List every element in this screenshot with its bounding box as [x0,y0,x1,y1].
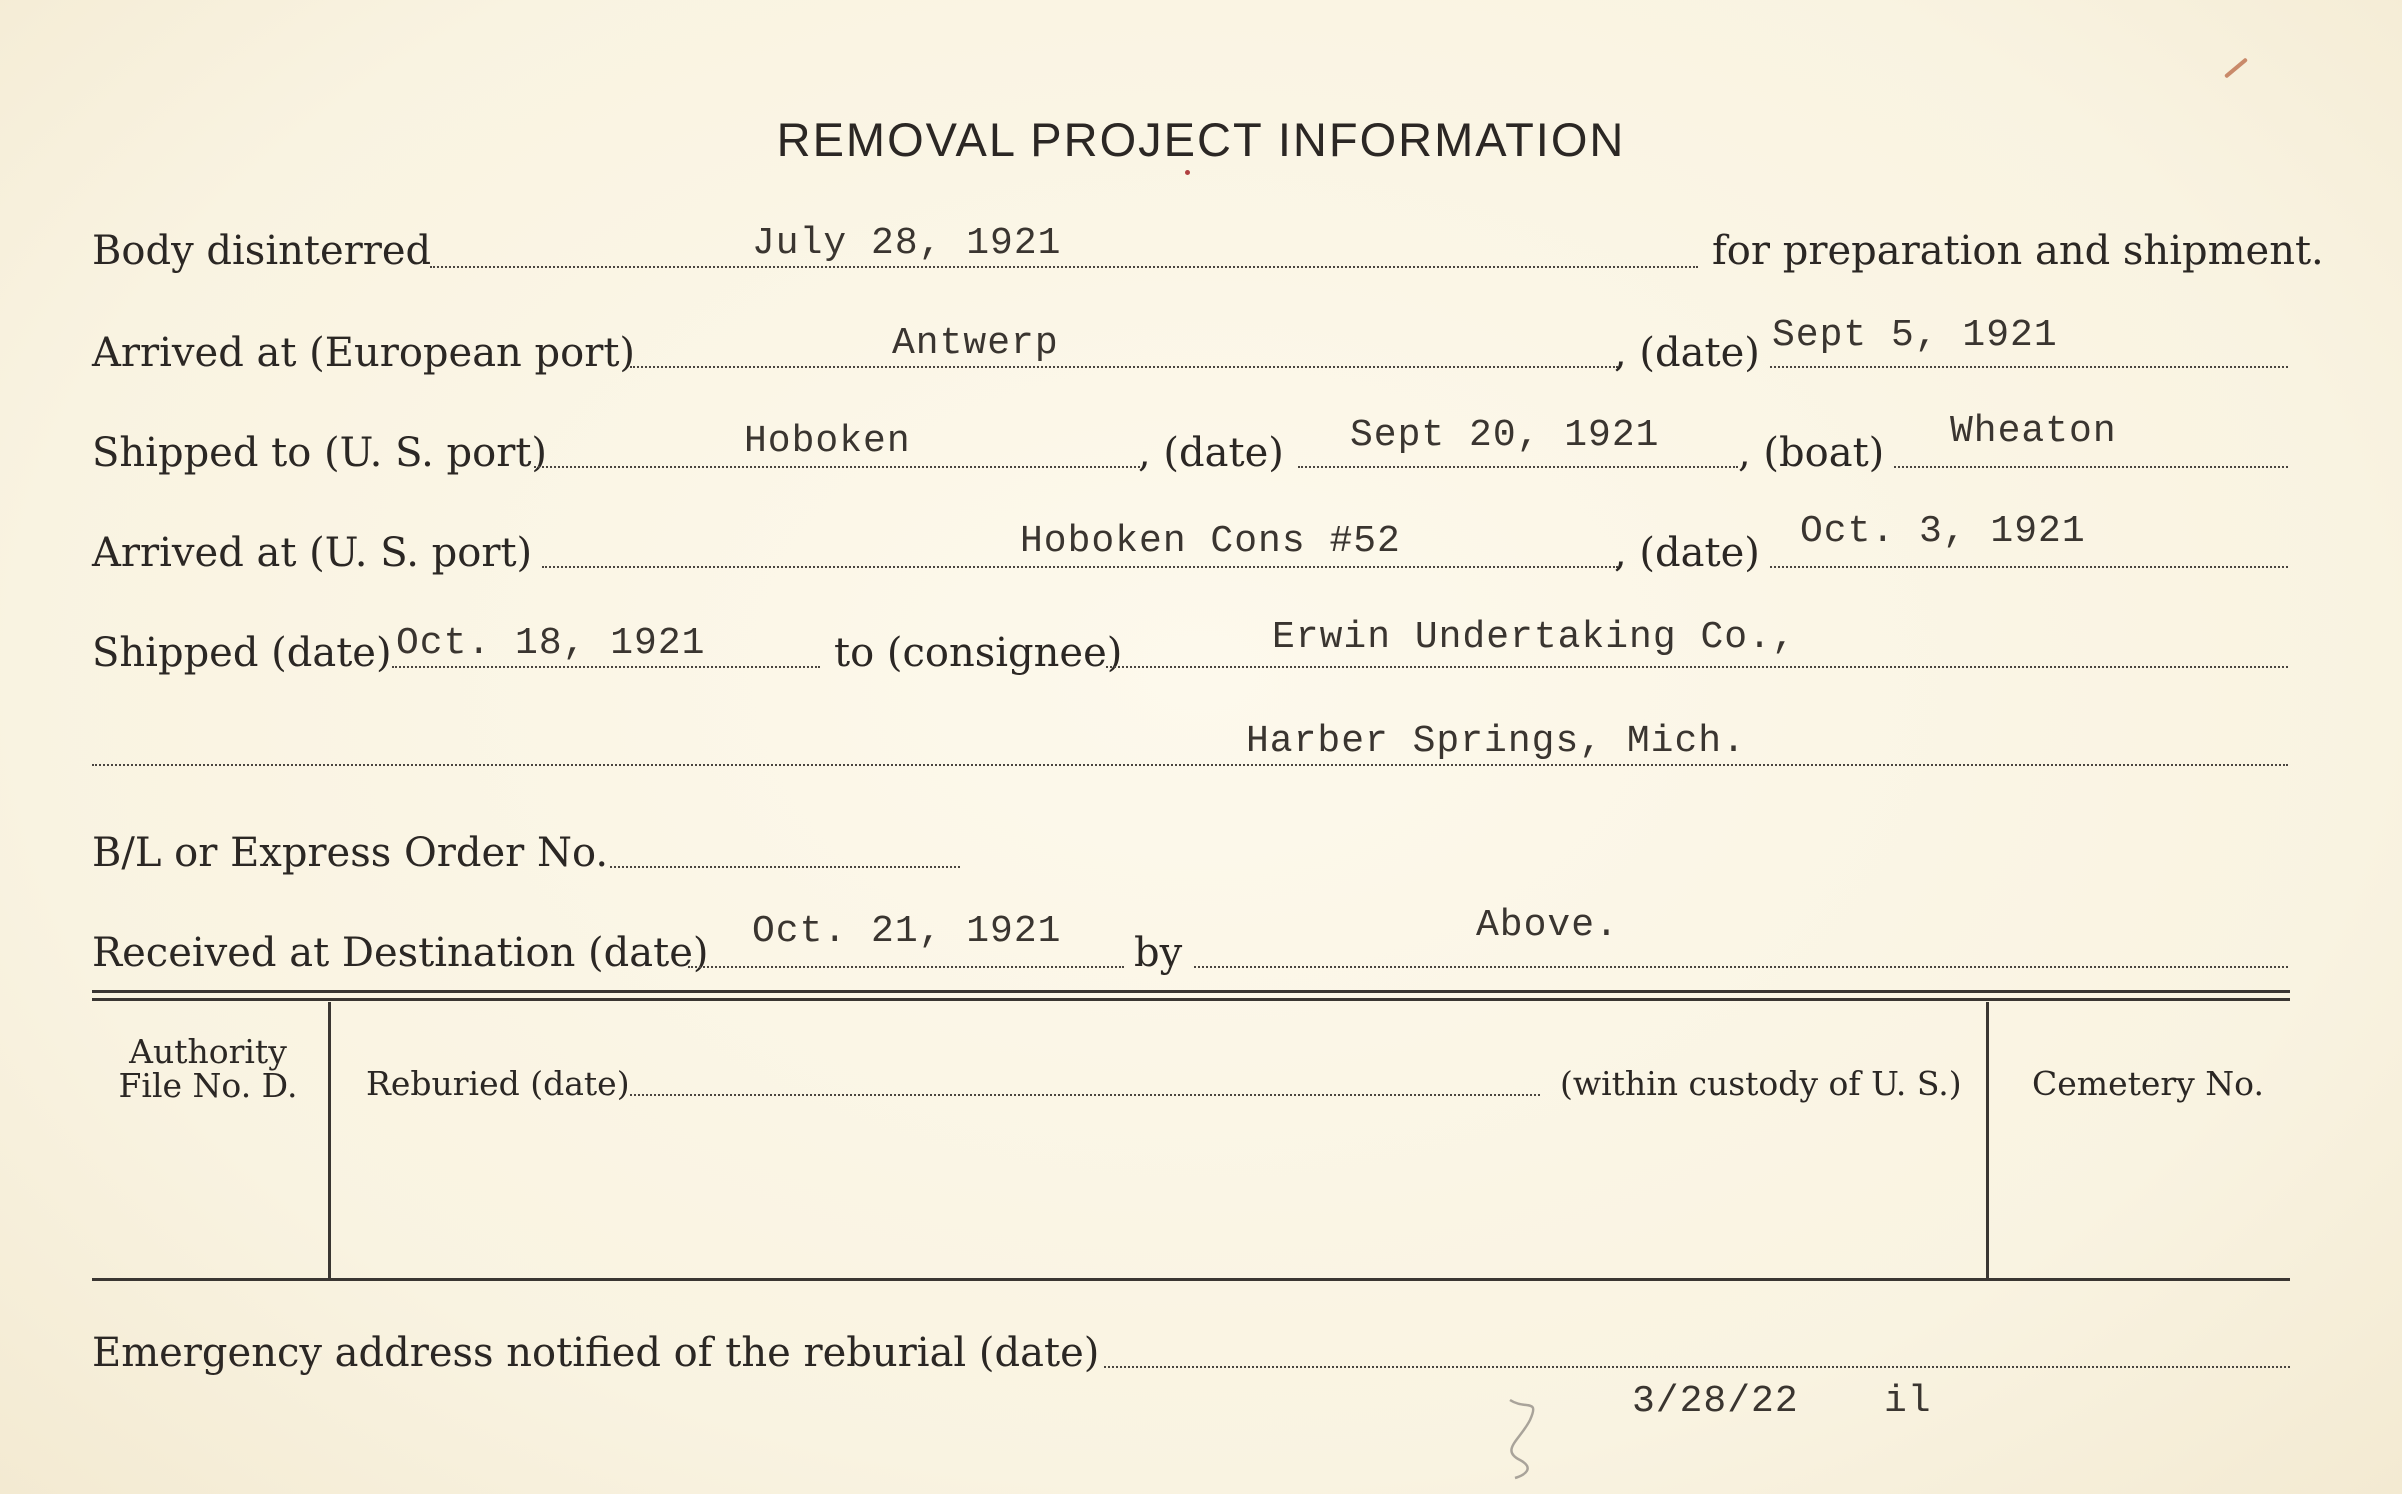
authority-label-2: File No. D. [118,1066,298,1105]
body-disinterred-label: Body disinterred [92,228,432,274]
arrived-us-line [542,566,1618,568]
body-disinterred-suffix: for preparation and shipment. [1712,228,2324,274]
shipped-us-boat-label: , (boat) [1738,430,1885,476]
shipped-us-line [534,466,1140,468]
bl-order-line [610,866,960,868]
shipped-us-boat: Wheaton [1950,410,2117,453]
shipped-date-label: Shipped (date) [92,630,392,676]
red-ink-mark [1185,170,1190,175]
received-by-label: by [1134,930,1183,976]
double-rule-top [92,990,2290,993]
reburied-line [630,1094,1540,1096]
arrived-european-value: Antwerp [892,322,1059,365]
arrived-european-date: Sept 5, 1921 [1772,314,2058,357]
box-divider-left [328,1002,331,1278]
received-value: Oct. 21, 1921 [752,910,1062,953]
card-title: REMOVAL PROJECT INFORMATION [776,113,1626,166]
pencil-scribble-icon [1490,1390,1570,1480]
authority-label-1: Authority [129,1032,287,1071]
box-bottom-rule [92,1278,2290,1281]
footer-date-note: 3/28/22 [1632,1380,1799,1423]
footer-initials: il [1884,1380,1932,1423]
body-disinterred-value: July 28, 1921 [752,222,1062,265]
shipped-date-value: Oct. 18, 1921 [396,622,706,665]
shipped-date-line [392,666,820,668]
arrived-european-line [630,366,1618,368]
shipped-us-value: Hoboken [744,420,911,463]
received-line [688,966,1124,968]
pencil-mark [2224,57,2248,78]
received-by-value: Above. [1476,904,1619,947]
consignee-value: Erwin Undertaking Co., [1272,616,1796,659]
received-label: Received at Destination (date) [92,930,709,976]
address-value: Harber Springs, Mich. [1246,720,1746,763]
received-by-line [1194,966,2288,968]
double-rule-bottom [92,998,2290,1001]
shipped-us-label: Shipped to (U. S. port) [92,430,547,476]
shipped-us-date: Sept 20, 1921 [1350,414,1660,457]
arrived-us-date: Oct. 3, 1921 [1800,510,2086,553]
cemetery-label: Cemetery No. [2032,1064,2264,1103]
shipped-us-boat-line [1894,466,2288,468]
box-divider-right [1986,1002,1989,1278]
reburied-label: Reburied (date) [366,1064,630,1103]
arrived-us-value: Hoboken Cons #52 [1020,520,1401,563]
consignee-line [1106,666,2288,668]
arrived-european-date-line [1770,366,2288,368]
arrived-european-date-label: , (date) [1614,330,1760,376]
emergency-label: Emergency address notified of the reburial (date) [92,1330,1100,1376]
address-line [92,764,2288,766]
shipped-us-date-line [1298,466,1738,468]
arrived-us-label: Arrived at (U. S. port) [92,530,533,576]
shipped-us-date-label: , (date) [1138,430,1284,476]
arrived-european-label: Arrived at (European port) [92,330,636,376]
consignee-label: to (consignee) [834,630,1123,676]
bl-order-label: B/L or Express Order No. [92,830,609,876]
emergency-line [1104,1366,2290,1368]
custody-label: (within custody of U. S.) [1560,1064,1962,1103]
arrived-us-date-label: , (date) [1614,530,1760,576]
body-disinterred-line [430,266,1698,268]
arrived-us-date-line [1770,566,2288,568]
